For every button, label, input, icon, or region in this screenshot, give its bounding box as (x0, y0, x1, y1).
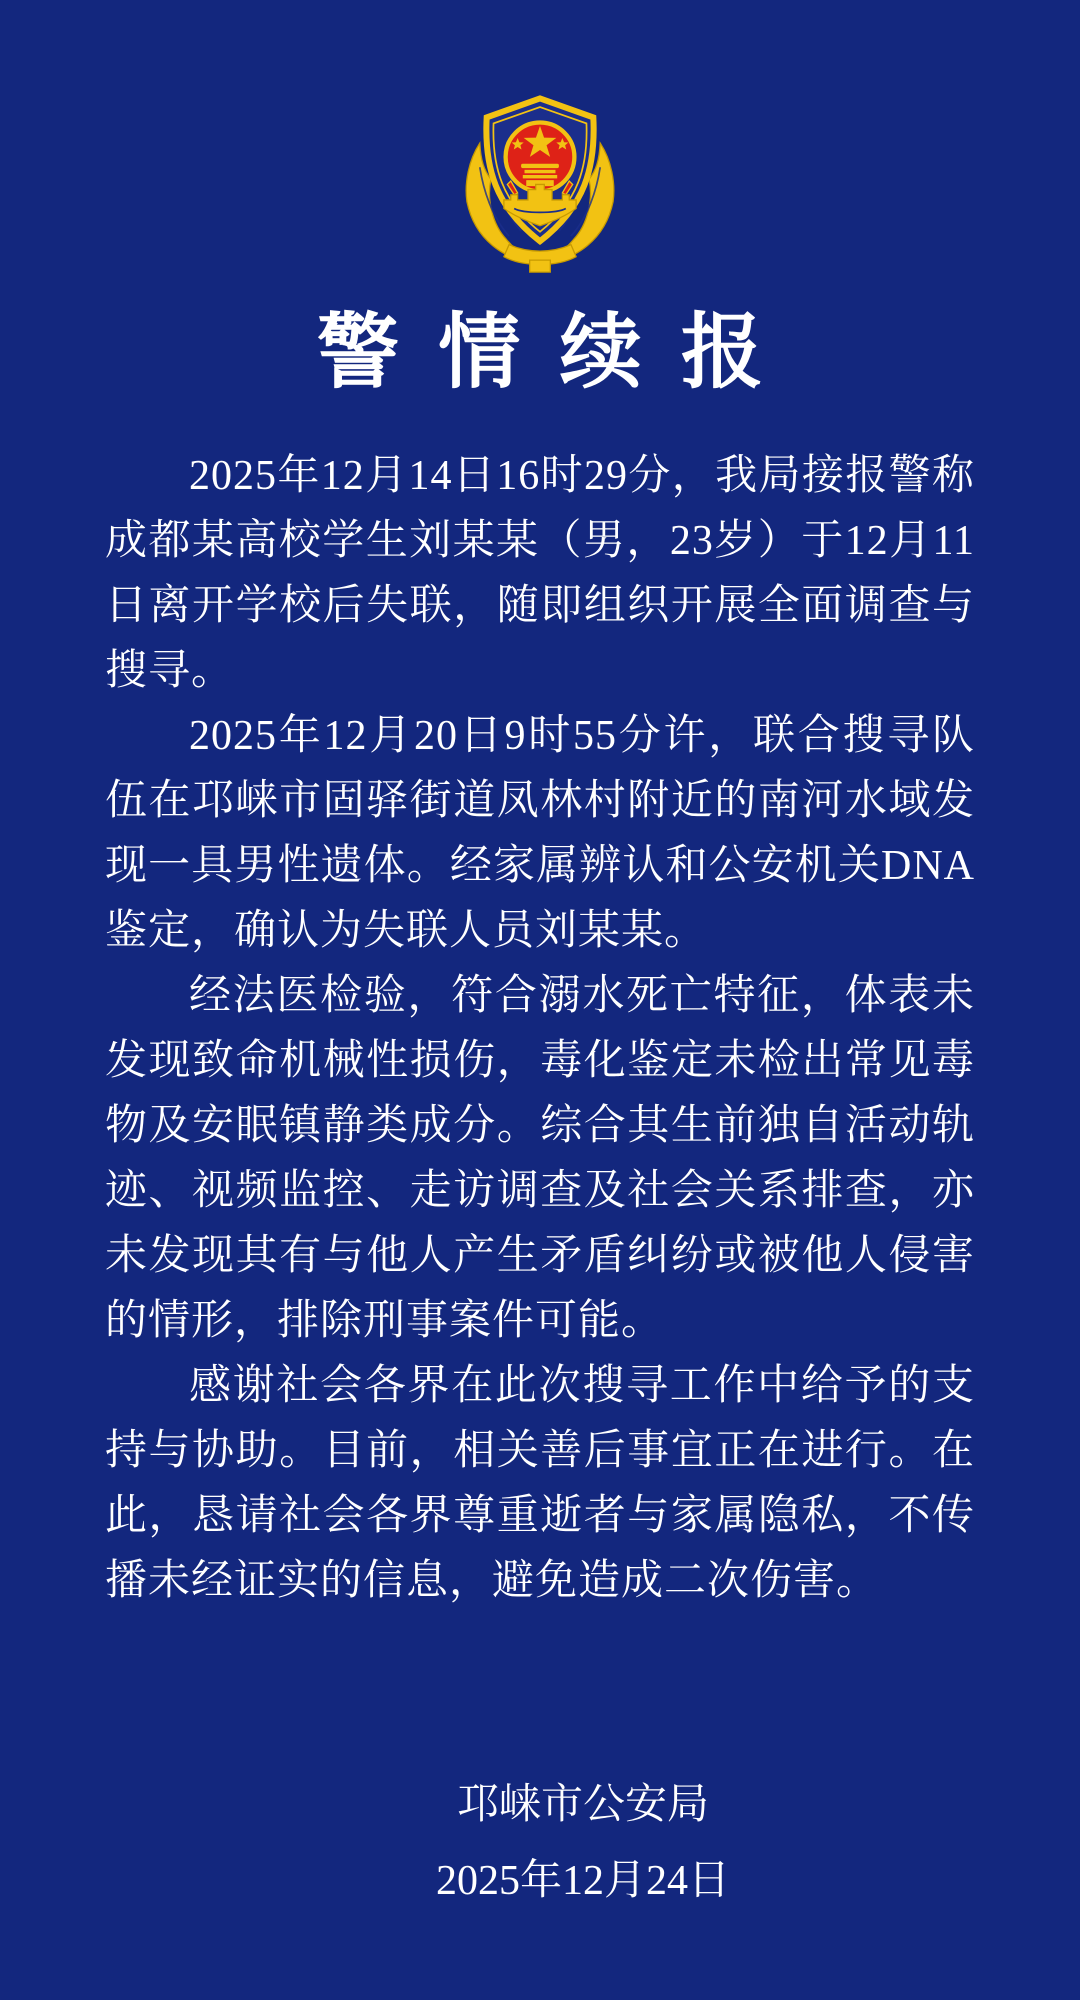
issue-date: 2025年12月24日 (435, 1858, 730, 1905)
notice-title: 警情续报 (316, 307, 803, 398)
paragraph-3: 经法医检验，符合溺水死亡特征，体表未发现致命机械性损伤，毒化鉴定未检出常见毒物及安眠镇静类成分。综合其生前独自活动轨迹、视频监控、走访调查及社会关系排查，亦未发现其有与他人产生矛盾纠纷或被他人侵害的情形，排除刑事案件可能。 (105, 973, 975, 1345)
paragraph-4: 感谢社会各界在此次搜寻工作中给予的支持与协助。目前，相关善后事宜正在进行。在此，恳请社会各界尊重逝者与家属隐私，不传播未经证实的信息，避免造成二次伤害。 (105, 1363, 975, 1605)
paragraph-2: 2025年12月20日9时55分许，联合搜寻队伍在邛崃市固驿街道凤林村附近的南河水域发现一具男性遗体。经家属辨认和公安机关DNA鉴定，确认为失联人员刘某某。 (105, 713, 975, 955)
emblem-container (0, 88, 1080, 274)
police-badge-icon (454, 88, 626, 274)
issuing-agency: 邛崃市公安局 (456, 1782, 709, 1829)
paragraph-1: 2025年12月14日16时29分，我局接报警称成都某高校学生刘某某（男，23岁）于12月11日离开学校后失联，随即组织开展全面调查与搜寻。 (105, 453, 975, 695)
notice-body (105, 444, 975, 1614)
signature-block (0, 1782, 1080, 1904)
